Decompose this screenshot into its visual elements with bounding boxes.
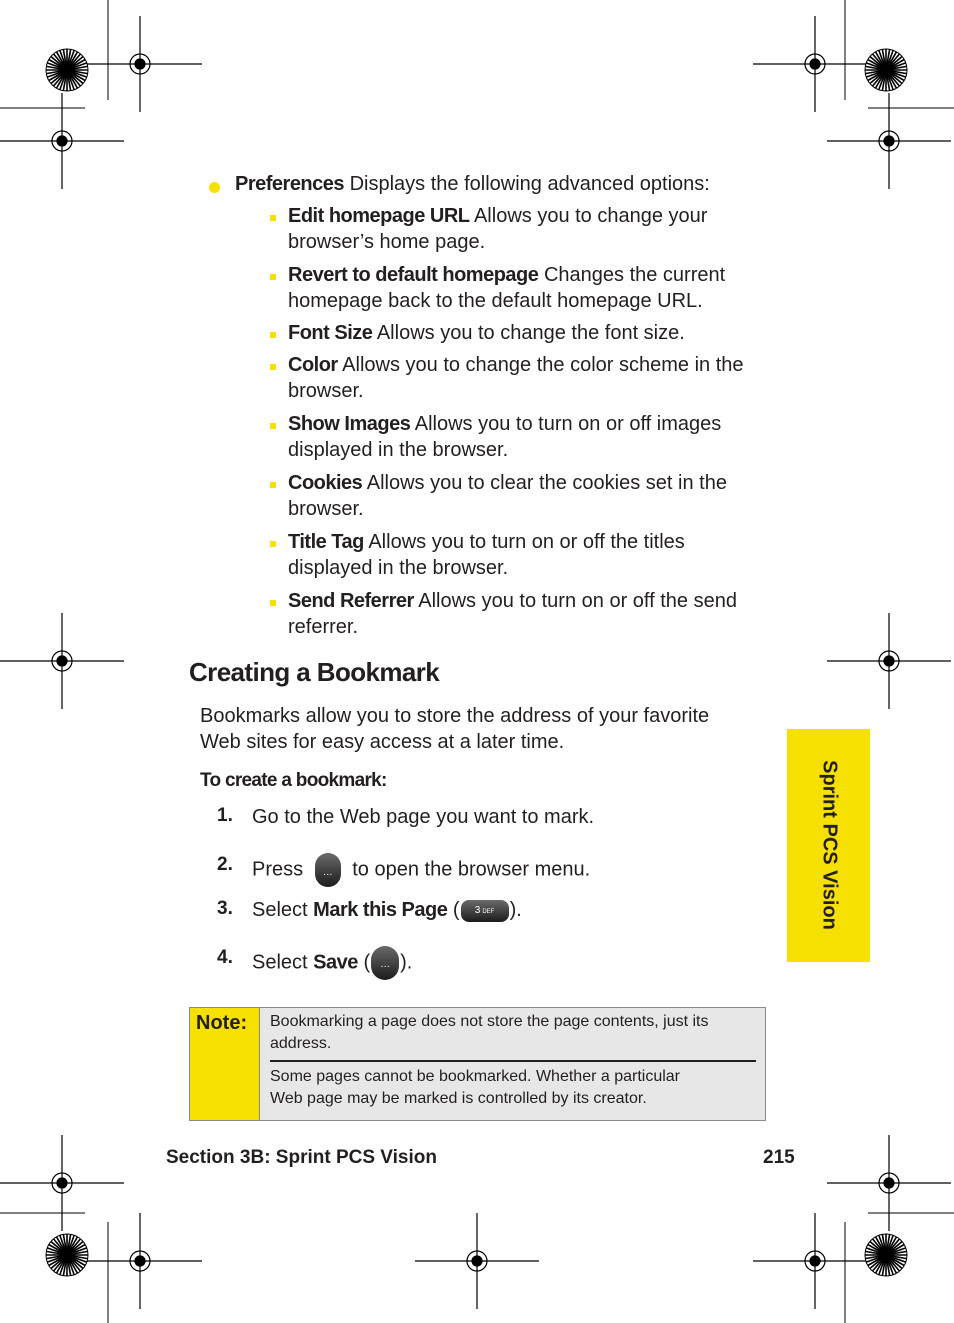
intro-line-2: Web sites for easy access at a later time. (200, 731, 565, 753)
step-2-text (252, 853, 590, 887)
option-title: Title Tag (288, 531, 364, 553)
note-label: Note: (196, 1012, 248, 1034)
option-line (288, 378, 364, 404)
key-3-icon: 3 DEF (461, 900, 509, 922)
option-desc: homepage back to the default homepage URL. (288, 290, 703, 312)
option-desc: browser. (288, 380, 364, 402)
option-line (288, 262, 725, 288)
option-desc: Allows you to clear the cookies set in the (366, 472, 727, 494)
step-4-target: Save (313, 951, 358, 974)
page-number: 215 (763, 1147, 795, 1168)
note-text-1b: address. (270, 1035, 332, 1052)
option-desc: Allows you to change the font size. (376, 322, 685, 344)
option-desc: Allows you to turn on or off images (414, 413, 722, 435)
square-bullet-icon (270, 332, 276, 338)
option-title: Revert to default homepage (288, 264, 539, 286)
square-bullet-icon (270, 215, 276, 221)
option-desc: displayed in the browser. (288, 557, 509, 579)
step-3-paren-close: ). (509, 899, 522, 921)
menu-key-icon: … (315, 853, 341, 887)
step-number: 2. (217, 854, 233, 875)
step-2-press: Press (252, 858, 304, 881)
square-bullet-icon (270, 541, 276, 547)
square-bullet-icon (270, 423, 276, 429)
option-line (288, 437, 508, 463)
note-text-1a: Bookmarking a page does not store the page contents, just its (270, 1013, 709, 1030)
menu-key-icon: … (371, 946, 399, 980)
option-line (288, 496, 364, 522)
option-title: Edit homepage URL (288, 205, 470, 227)
step-3-paren-open: ( (452, 899, 460, 921)
option-line (288, 614, 358, 640)
bullet-icon (209, 182, 220, 193)
option-desc: referrer. (288, 616, 359, 638)
step-3-text (252, 897, 522, 923)
section-side-tab (787, 729, 870, 962)
option-title: Send Referrer (288, 590, 414, 612)
step-4-paren-open: ( (363, 951, 371, 974)
note-divider (270, 1060, 756, 1062)
step-4-paren-close: ). (400, 951, 413, 974)
step-number: 1. (217, 805, 233, 826)
intro-line-1: Bookmarks allow you to store the address of your favorite (200, 705, 710, 727)
option-line (288, 588, 737, 614)
note-box (189, 1007, 766, 1121)
option-desc: Allows you to turn on or off the send (418, 590, 737, 612)
option-line (288, 529, 685, 555)
option-desc: Changes the current (543, 264, 726, 286)
square-bullet-icon (270, 482, 276, 488)
section-heading: Creating a Bookmark (189, 657, 440, 687)
preferences-label: Preferences (235, 173, 345, 195)
option-title: Show Images (288, 413, 411, 435)
option-line (288, 229, 485, 255)
square-bullet-icon (270, 274, 276, 280)
side-tab-label: Sprint PCS Vision (818, 760, 841, 930)
option-title: Cookies (288, 472, 363, 494)
option-desc: browser’s home page. (288, 231, 486, 253)
step-3-target: Mark this Page (313, 899, 448, 921)
step-1-text: Go to the Web page you want to mark. (252, 806, 595, 828)
procedure-label: To create a bookmark: (200, 770, 387, 791)
step-number: 4. (217, 947, 233, 968)
option-desc: Allows you to change the color scheme in the (342, 354, 744, 376)
option-line (288, 203, 707, 229)
option-desc: Allows you to change your (473, 205, 708, 227)
preferences-item (235, 171, 710, 197)
step-3-select: Select (252, 899, 308, 921)
option-line (288, 555, 508, 581)
option-title: Color (288, 354, 338, 376)
option-line (288, 411, 721, 437)
preferences-desc: Displays the following advanced options: (349, 173, 710, 195)
option-line (288, 352, 744, 378)
note-text-2a: Some pages cannot be bookmarked. Whether a particular (270, 1068, 681, 1085)
option-desc: Allows you to turn on or off the titles (368, 531, 685, 553)
footer-section: Section 3B: Sprint PCS Vision (166, 1147, 437, 1168)
square-bullet-icon (270, 364, 276, 370)
option-line (288, 470, 727, 496)
option-desc: displayed in the browser. (288, 439, 509, 461)
option-title: Font Size (288, 322, 373, 344)
step-4-select: Select (252, 951, 308, 974)
option-desc: browser. (288, 498, 364, 520)
note-text-2b: Web page may be marked is controlled by its creator. (270, 1090, 647, 1107)
step-number: 3. (217, 898, 233, 919)
step-2-after: to open the browser menu. (352, 858, 591, 881)
step-4-text (252, 946, 412, 980)
option-line (288, 288, 703, 314)
option-line (288, 320, 685, 346)
note-label-cell (190, 1008, 260, 1120)
square-bullet-icon (270, 600, 276, 606)
